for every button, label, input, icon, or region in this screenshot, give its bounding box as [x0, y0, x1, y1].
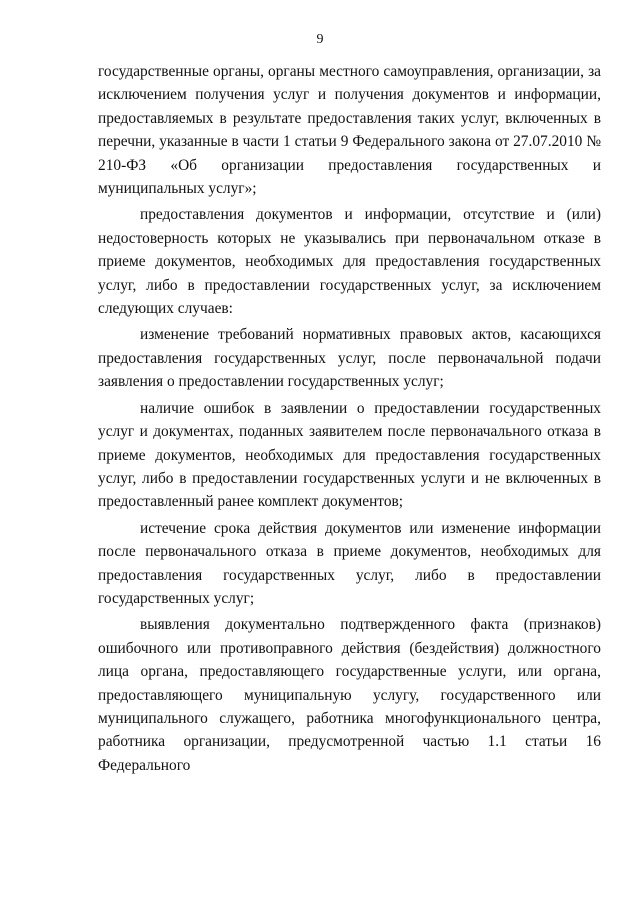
- page-number: 9: [316, 32, 324, 47]
- paragraph-continuation: государственные органы, органы местного самоуправления, организации, за исключением получения услуг и получения документов и информации, предоставляемых в результате предоставления таких услуг, включенных в перечни, указанные в части 1 статьи 9 Федерального закона от 27.07.2010 № 210-ФЗ «Об организации предоставления государственных и муниципальных услуг»;: [98, 63, 601, 198]
- document-body: [98, 60, 601, 780]
- paragraph: выявления документально подтвержденного факта (признаков) ошибочного или противоправного действия (бездействия) должностного лица органа, предоставляющего государственные услуги, или органа, предоставляющего муниципальную услугу, государственного или муниципального служащего, работника многофункционального центра, работника организации, предусмотренной частью 1.1 статьи 16 Федерального: [98, 616, 601, 774]
- paragraph: изменение требований нормативных правовых актов, касающихся предоставления государственных услуг, после первоначальной подачи заявления о предоставлении государственных услуг;: [98, 326, 601, 391]
- paragraph: предоставления документов и информации, отсутствие и (или) недостоверность которых не указывались при первоначальном отказе в приеме документов, необходимых для предоставления государственных услуг, либо в предоставлении государственных услуг, за исключением следующих случаев:: [98, 206, 601, 318]
- paragraph: истечение срока действия документов или изменение информации после первоначального отказа в приеме документов, необходимых для предоставления государственных услуг, либо в предоставлении государственных услуг;: [98, 519, 601, 607]
- paragraph: наличие ошибок в заявлении о предоставлении государственных услуг и документах, поданных заявителем после первоначального отказа в приеме документов, необходимых для предоставления государственных услуг, либо в предоставлении государственных услуги и не включенных в предоставленный ранее комплект документов;: [98, 399, 601, 511]
